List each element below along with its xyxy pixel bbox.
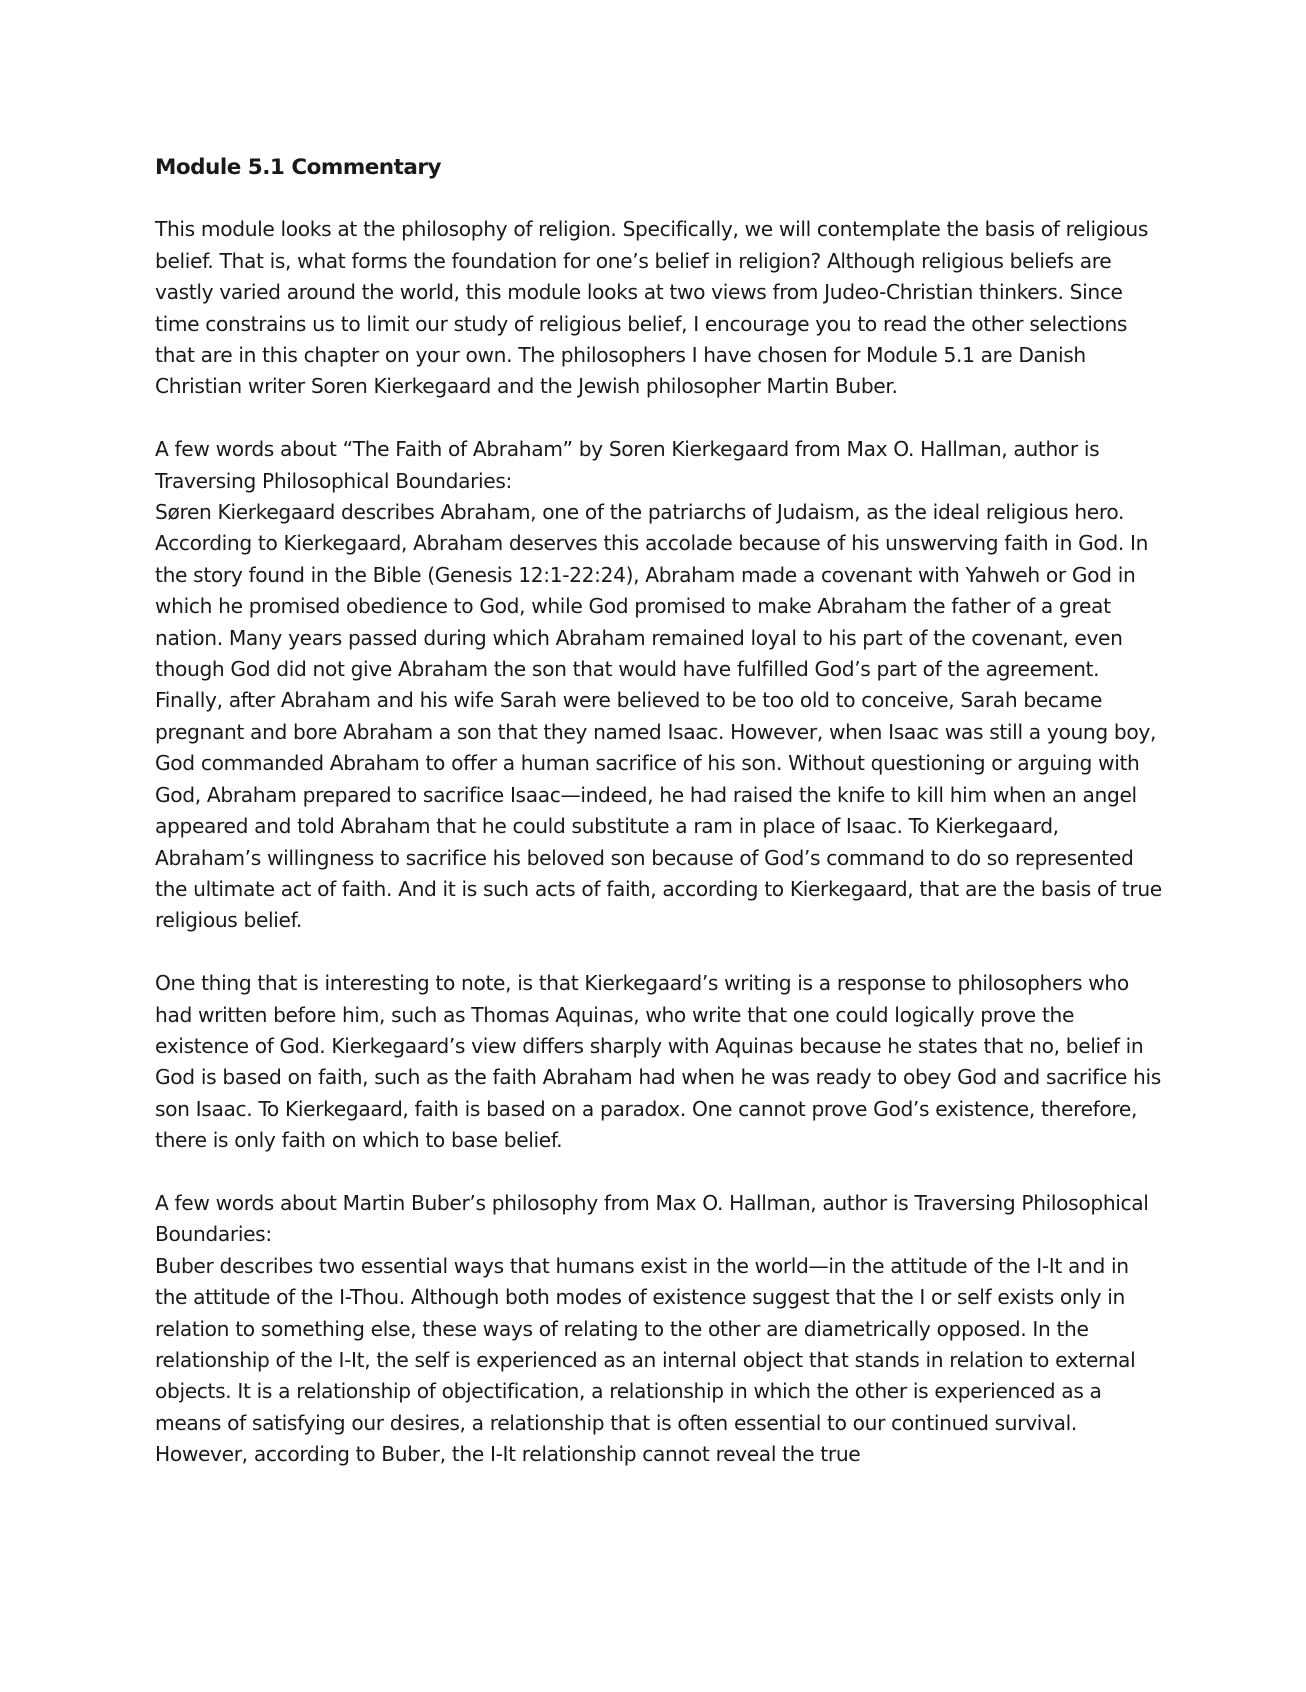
document-title: Module 5.1 Commentary (155, 155, 442, 180)
kierkegaard-summary-paragraph: Søren Kierkegaard describes Abraham, one of the patriarchs of Judaism, as the ideal religious hero. According to Kierkegaard, Abraham deserves this accolade because of his unswerving faith in God. In the story found in the Bible (Genesis 12:1-22:24), Abraham made a covenant with Yahweh or God in which he promised obedience to God, while God promised to make Abraham the father of a great nation. Many years passed during which Abraham remained loyal to his part of the covenant, even though God did not give Abraham the son that would have fulfilled God’s part of the agreement. Finally, after Abraham and his wife Sarah were believed to be too old to conceive, Sarah became pregnant and bore Abraham a son that they named Isaac. However, when Isaac was still a young boy, God commanded Abraham to offer a human sacrifice of his son. Without questioning or arguing with God, Abraham prepared to sacrifice Isaac—indeed, he had raised the knife to kill him when an angel appeared and told Abraham that he could substitute a ram in place of Isaac. To Kierkegaard, Abraham’s willingness to sacrifice his beloved son because of God’s command to do so represented the ultimate act of faith. And it is such acts of faith, according to Kierkegaard, that are the basis of true religious belief. (155, 500, 1162, 933)
kierkegaard-intro-line: A few words about “The Faith of Abraham” by Soren Kierkegaard from Max O. Hallman, author is Traversing Philosophical Boundaries: (155, 437, 1100, 493)
document-body (155, 152, 1165, 1471)
aquinas-comparison-paragraph: One thing that is interesting to note, is that Kierkegaard’s writing is a response to philosophers who had written before him, such as Thomas Aquinas, who write that one could logically prove the existence of God. Kierkegaard’s view differs sharply with Aquinas because he states that no, belief in God is based on faith, such as the faith Abraham had when he was ready to obey God and sacrifice his son Isaac. To Kierkegaard, faith is based on a paradox. One cannot prove God’s existence, therefore, there is only faith on which to base belief. (155, 971, 1161, 1153)
intro-paragraph: This module looks at the philosophy of religion. Specifically, we will contemplate the basis of religious belief. That is, what forms the foundation for one’s belief in religion? Although religious beliefs are vastly varied around the world, this module looks at two views from Judeo-Christian thinkers. Since time constrains us to limit our study of religious belief, I encourage you to read the other selections that are in this chapter on your own. The philosophers I have chosen for Module 5.1 are Danish Christian writer Soren Kierkegaard and the Jewish philosopher Martin Buber. (155, 217, 1149, 399)
buber-summary-paragraph: Buber describes two essential ways that humans exist in the world—in the attitude of the I-It and in the attitude of the I-Thou. Although both modes of existence suggest that the I or self exists only in relation to something else, these ways of relating to the other are diametrically opposed. In the relationship of the I-It, the self is experienced as an internal object that stands in relation to external objects. It is a relationship of objectification, a relationship in which the other is experienced as a means of satisfying our desires, a relationship that is often essential to our continued survival. However, according to Buber, the I-It relationship cannot reveal the true (155, 1253, 1136, 1467)
buber-intro-line: A few words about Martin Buber’s philosophy from Max O. Hallman, author is Traversing Philosophical Boundaries: (155, 1190, 1149, 1247)
